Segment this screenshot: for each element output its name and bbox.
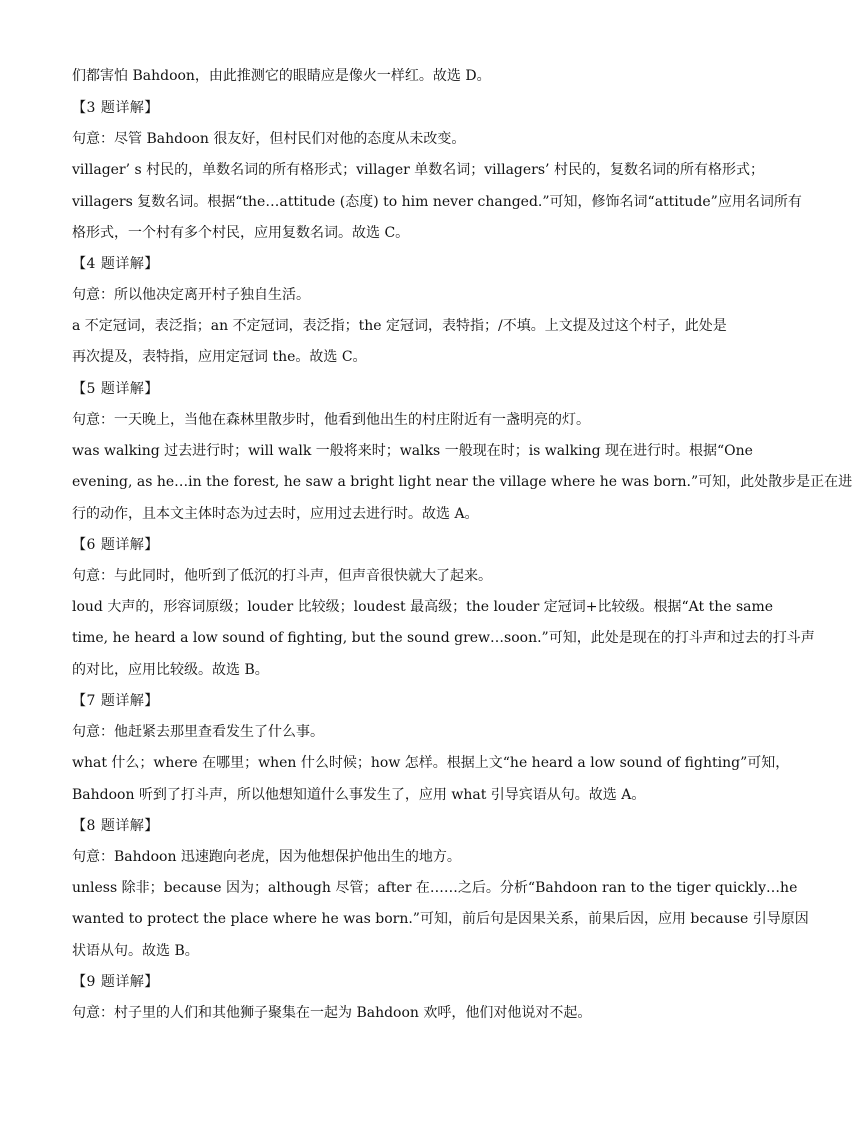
text-line: wanted to protect the place where he was born.”可知，前后句是因果关系，前果后因，应用 because 引导原因 <box>72 911 809 927</box>
text-line: 们都害怕 Bahdoon，由此推测它的眼睛应是像火一样红。故选 D。 <box>72 68 491 84</box>
section-heading: 【7 题详解】 <box>72 693 159 709</box>
section-heading: 【5 题详解】 <box>72 381 159 397</box>
text-line: 句意：村子里的人们和其他狮子聚集在一起为 Bahdoon 欢呼，他们对他说对不起。 <box>72 1005 592 1021</box>
section-heading: 【9 题详解】 <box>72 974 159 990</box>
text-line: what 什么；where 在哪里；when 什么时候；how 怎样。根据上文“he heard a low sound of fighting”可知， <box>72 755 790 771</box>
text-line: villager’ s 村民的，单数名词的所有格形式；villager 单数名词；villagers’ 村民的，复数名词的所有格形式； <box>72 162 764 178</box>
section-heading: 【3 题详解】 <box>72 100 159 116</box>
text-line: 行的动作，且本文主体时态为过去时，应用过去进行时。故选 A。 <box>72 506 479 522</box>
text-line: evening, as he…in the forest, he saw a bright light near the village where he was born.”可知，此处散步是正在进 <box>72 474 852 490</box>
text-line: 句意：他赶紧去那里查看发生了什么事。 <box>72 724 324 740</box>
text-line: 状语从句。故选 B。 <box>72 943 199 959</box>
text-line: 句意：Bahdoon 迅速跑向老虎，因为他想保护他出生的地方。 <box>72 849 461 865</box>
text-line: 再次提及，表特指，应用定冠词 the。故选 C。 <box>72 349 367 365</box>
text-line: 句意：尽管 Bahdoon 很友好，但村民们对他的态度从未改变。 <box>72 131 466 147</box>
text-line: was walking 过去进行时；will walk 一般将来时；walks 一般现在时；is walking 现在进行时。根据“One <box>72 443 753 459</box>
text-line: a 不定冠词，表泛指；an 不定冠词，表泛指；the 定冠词，表特指；/不填。上文提及过这个村子，此处是 <box>72 318 727 334</box>
text-line: loud 大声的，形容词原级；louder 比较级；loudest 最高级；the louder 定冠词+比较级。根据“At the same <box>72 599 774 615</box>
section-heading: 【4 题详解】 <box>72 256 159 272</box>
text-line: time, he heard a low sound of fighting, but the sound grew…soon.”可知，此处是现在的打斗声和过去的打斗声 <box>72 630 815 646</box>
text-line: 句意：一天晚上，当他在森林里散步时，他看到他出生的村庄附近有一盏明亮的灯。 <box>72 412 590 428</box>
text-line: 的对比，应用比较级。故选 B。 <box>72 662 269 678</box>
text-line: villagers 复数名词。根据“the…attitude (态度) to him never changed.”可知，修饰名词“attitude”应用名词所有 <box>72 194 802 210</box>
section-heading: 【6 题详解】 <box>72 537 159 553</box>
text-line: Bahdoon 听到了打斗声，所以他想知道什么事发生了，应用 what 引导宾语从句。故选 A。 <box>72 787 646 803</box>
text-line: unless 除非；because 因为；although 尽管；after 在……之后。分析“Bahdoon ran to the tiger quickly…he <box>72 880 798 896</box>
text-line: 格形式，一个村有多个村民，应用复数名词。故选 C。 <box>72 225 410 241</box>
text-line: 句意：所以他决定离开村子独自生活。 <box>72 287 310 303</box>
text-line: 句意：与此同时，他听到了低沉的打斗声，但声音很快就大了起来。 <box>72 568 492 584</box>
section-heading: 【8 题详解】 <box>72 818 159 834</box>
